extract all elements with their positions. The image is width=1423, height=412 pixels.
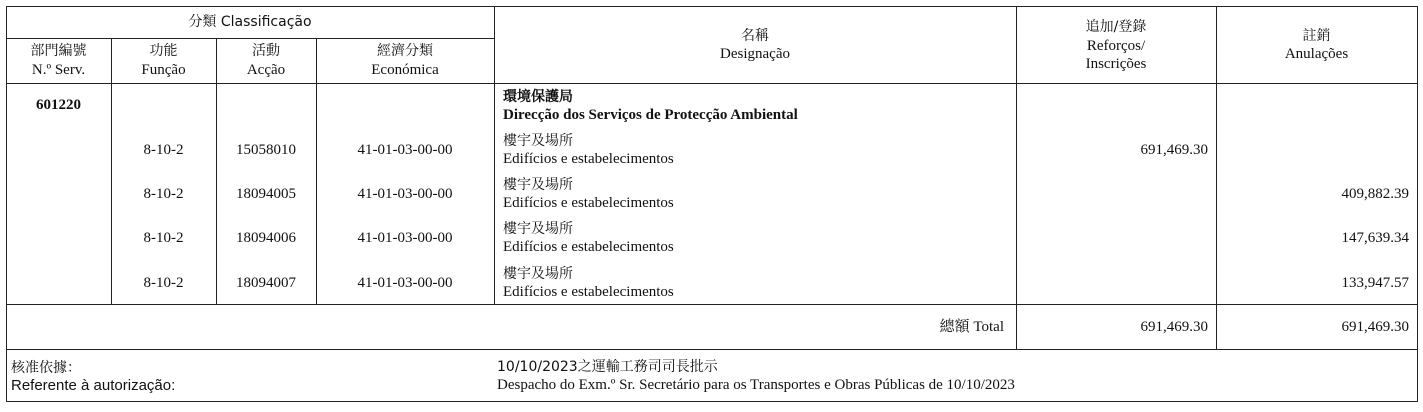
department-code: 601220 [36,97,81,113]
border-right [1417,6,1418,402]
authorization-label-pt: Referente à autorização: [11,377,176,394]
row-4-anulacoes: 133,947.57 [1341,275,1409,291]
header-anulacoes-cn: 註銷 [1302,28,1331,44]
department-name-pt: Direcção dos Serviços de Protecção Ambiental [503,107,798,123]
row-3-desc-cn: 樓宇及場所 [503,221,573,237]
row-3-funcao: 8-10-2 [143,230,184,246]
row-4-desc-cn: 樓宇及場所 [503,266,573,282]
department-name-cn: 環境保護局 [503,89,573,105]
row-1-accao: 15058010 [236,142,296,158]
header-economica-cn: 經濟分類 [377,43,433,59]
row-3-desc-pt: Edifícios e estabelecimentos [503,239,674,255]
row-2-desc-cn: 樓宇及場所 [503,177,573,193]
header-classification: 分類 Classificação [188,14,312,30]
total-label: 總額 Total [939,319,1004,335]
row-2-funcao: 8-10-2 [143,186,184,202]
header-reforcos-pt2: Inscrições [1085,56,1147,72]
row-4-accao: 18094007 [236,275,296,291]
row-2-desc-pt: Edifícios e estabelecimentos [503,195,674,211]
header-accao-cn: 活動 [252,43,280,59]
row-4-funcao: 8-10-2 [143,275,184,291]
classification-divider [6,38,494,39]
header-funcao-cn: 功能 [149,43,178,59]
authorization-label-cn: 核准依據： [11,359,81,375]
authorization-text-cn: 10/10/2023之運輸工務司司長批示 [497,359,718,375]
authorization-text-pt: Despacho do Exm.º Sr. Secretário para os Transportes e Obras Públicas de 10/10/2023 [497,377,1015,393]
row-3-accao: 18094006 [236,230,296,246]
border-top [6,6,1418,7]
row-1-desc-cn: 樓宇及場所 [503,133,573,149]
total-bottom-border [6,349,1418,350]
header-bottom-border [6,83,1418,84]
header-economica-pt: Económica [371,62,439,78]
header-dept-cn: 部門編號 [30,43,87,59]
border-bottom [6,401,1418,402]
row-1-reforcos: 691,469.30 [1140,142,1208,158]
header-reforcos-cn: 追加/登錄 [1085,19,1147,35]
total-anulacoes: 691,469.30 [1341,319,1409,335]
row-2-accao: 18094005 [236,186,296,202]
row-4-economica: 41-01-03-00-00 [357,275,453,291]
header-funcao-pt: Função [141,62,186,78]
header-reforcos-pt1: Reforços/ [1086,38,1146,54]
header-designacao-pt: Designação [720,46,790,62]
appropriation-table [6,6,1418,402]
row-3-economica: 41-01-03-00-00 [357,230,453,246]
row-1-desc-pt: Edifícios e estabelecimentos [503,151,674,167]
total-reforcos: 691,469.30 [1140,319,1208,335]
header-accao-pt: Acção [246,62,286,78]
row-3-anulacoes: 147,639.34 [1341,230,1409,246]
header-designacao-cn: 名稱 [741,28,769,44]
row-1-economica: 41-01-03-00-00 [357,142,453,158]
row-1-funcao: 8-10-2 [143,142,184,158]
body-bottom-border [6,304,1418,305]
row-2-economica: 41-01-03-00-00 [357,186,453,202]
row-2-anulacoes: 409,882.39 [1341,186,1409,202]
header-dept-pt: N.º Serv. [31,62,86,78]
header-anulacoes-pt: Anulações [1284,46,1349,62]
row-4-desc-pt: Edifícios e estabelecimentos [503,284,674,300]
